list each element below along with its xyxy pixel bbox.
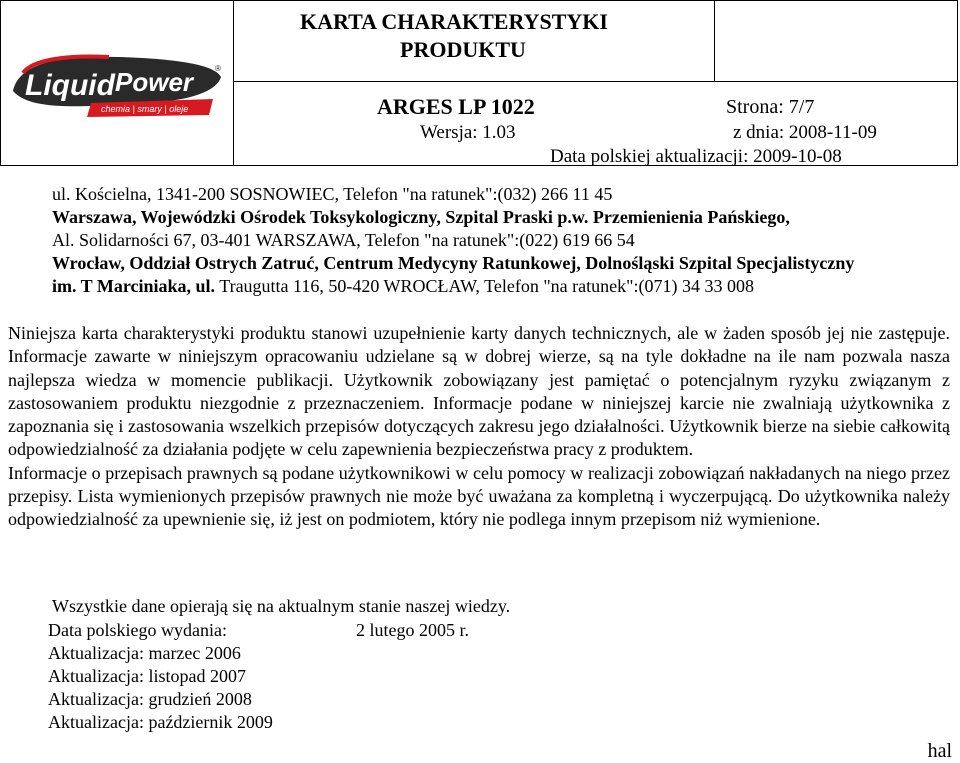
update-entry: Aktualizacja: marzec 2006 (48, 643, 241, 663)
disclaimer-body (8, 322, 950, 532)
title-cell (234, 1, 715, 82)
update-entry: Aktualizacja: październik 2009 (48, 712, 273, 732)
address-line-3: Al. Solidarności 67, 03-401 WARSZAWA, Telefon "na ratunek":(022) 619 66 54 (52, 230, 635, 250)
page-number: Strona: 7/7 (726, 96, 815, 118)
update-entry: Aktualizacja: grudzień 2008 (48, 689, 252, 709)
address-line-5: im. T Marciniaka, ul. Traugutta 116, 50-420 WROCŁAW, Telefon "na ratunek":(071) 34 33 008 (52, 276, 754, 296)
address-line-4: Wrocław, Oddział Ostrych Zatruć, Centrum Medycyny Ratunkowej, Dolnośląski Szpital Specjalistyczny (52, 253, 855, 273)
version-date: z dnia: 2008-11-09 (733, 122, 877, 143)
liquid-power-logo (9, 51, 227, 127)
svg-text:®: ® (215, 64, 221, 73)
issue-date-label: Data polskiego wydania: (48, 620, 227, 640)
version: Wersja: 1.03 (420, 122, 516, 143)
document-header (0, 0, 958, 166)
product-name: ARGES LP 1022 (377, 94, 535, 119)
knowledge-note: Wszystkie dane opierają się na aktualnym stanie naszej wiedzy. (52, 596, 511, 616)
disclaimer-paragraph-2: Informacje o przepisach prawnych są podane użytkownikowi w celu pomocy w realizacji zobowiązań nakładanych na niego przez przepisy. Lista wymienionych przepisów prawnych nie może być uważana za kompletną i wyczerpującą. Do użytkownika należy odpowiedzialność za upewnienie się, iż jest on podmiotem, który nie podlega innym przepisom niż wymienione. (8, 462, 950, 530)
author-initials: hal (927, 740, 952, 762)
update-entry: Aktualizacja: listopad 2007 (48, 666, 246, 686)
document-subtitle: PRODUKTU (400, 37, 526, 62)
issue-date-value: 2 lutego 2005 r. (356, 620, 469, 640)
product-info-row (234, 82, 957, 165)
address-line-2: Warszawa, Wojewódzki Ośrodek Toksykologiczny, Szpital Praski p.w. Przemienienia Pańskiego, (52, 207, 790, 227)
document-title: KARTA CHARAKTERYSTYKI (300, 9, 608, 34)
disclaimer-paragraph-1: Niniejsza karta charakterystyki produktu stanowi uzupełnienie karty danych technicznych, ale w żaden sposób jej nie zastępuje. Informacje zawarte w niniejszym opracowaniu udzielane są w dobrej wierze, są na tyle dokładne na ile nam pozwala nasza najlepsza wiedza w momencie publikacji. Użytkownik zobowiązany jest pamiętać o potencjalnym ryzyku związanym z zastosowaniem produktu niezgodnie z przeznaczeniem. Informacje podane w niniejszej karcie nie zwalniają użytkownika z zapoznania się i zastosowania wszelkich przepisów dotyczących zakresu jego działalności. Użytkownik bierze na siebie całkowitą odpowiedzialność za działania podjęte w celu zapewnienia bezpieczeństwa pracy z produktem. (8, 323, 950, 460)
polish-update-date: Data polskiej aktualizacji: 2009-10-08 (550, 146, 842, 167)
svg-text:Power: Power (115, 67, 194, 97)
svg-text:Liquid: Liquid (25, 69, 115, 102)
logo-cell (1, 1, 234, 165)
empty-corner-cell (715, 1, 957, 82)
address-line-1: ul. Kościelna, 1341-200 SOSNOWIEC, Telefon "na ratunek":(032) 266 11 45 (52, 184, 613, 204)
svg-text:chemia | smary | oleje: chemia | smary | oleje (101, 104, 189, 114)
